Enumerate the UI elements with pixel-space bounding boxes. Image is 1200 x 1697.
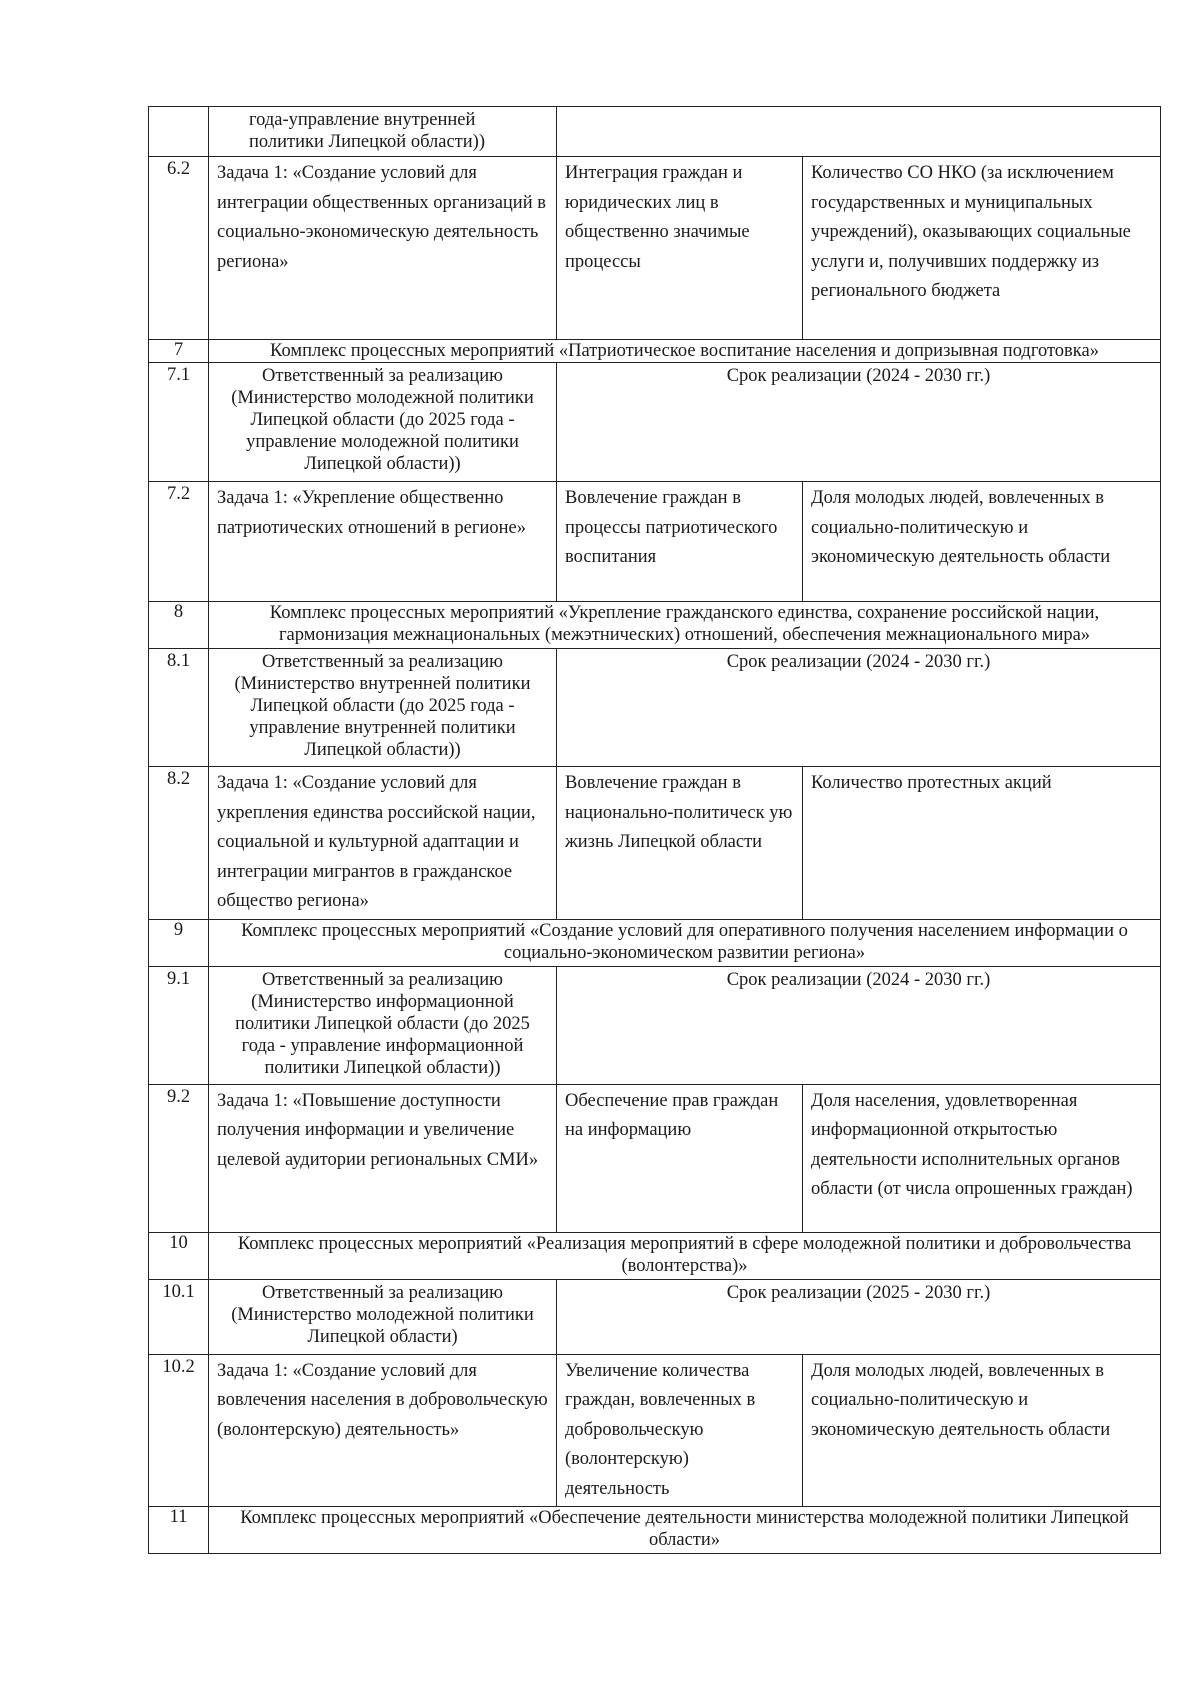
responsible-cell: Ответственный за реализацию (Министерство молодежной политики Липецкой области (до 2025 года - управление молодежной политики Липецкой области)) <box>209 363 557 482</box>
row-number: 6.2 <box>149 157 209 340</box>
term-cell: Срок реализации (2024 - 2030 гг.) <box>557 649 1161 767</box>
responsible-cell: Ответственный за реализацию (Министерство внутренней политики Липецкой области (до 2025 года - управление внутренней политики Липецкой области)) <box>209 649 557 767</box>
task-cell: Задача 1: «Создание условий для вовлечения населения в добровольческую (волонтерскую) деятельность» <box>209 1354 557 1507</box>
table-row <box>149 340 1161 363</box>
row-number: 7 <box>149 340 209 363</box>
row-number: 10.2 <box>149 1354 209 1507</box>
table-row <box>149 1507 1161 1554</box>
task-cell: Задача 1: «Повышение доступности получения информации и увеличение целевой аудитории региональных СМИ» <box>209 1084 557 1232</box>
task-cell: Задача 1: «Укрепление общественно патриотических отношений в регионе» <box>209 482 557 602</box>
table-row <box>149 107 1161 157</box>
complex-title: Комплекс процессных мероприятий «Обеспечение деятельности министерства молодежной политики Липецкой области» <box>209 1507 1161 1554</box>
row-number: 9.1 <box>149 966 209 1084</box>
row-number: 9.2 <box>149 1084 209 1232</box>
term-cell: Срок реализации (2024 - 2030 гг.) <box>557 966 1161 1084</box>
complex-title: Комплекс процессных мероприятий «Реализация мероприятий в сфере молодежной политики и добровольчества (волонтерства)» <box>209 1232 1161 1279</box>
result-cell: Увеличение количества граждан, вовлеченных в добровольческую (волонтерскую) деятельность <box>557 1354 803 1507</box>
indicator-cell: Количество протестных акций <box>803 767 1161 920</box>
table-row <box>149 1279 1161 1354</box>
table-row <box>149 1084 1161 1232</box>
row-number: 10.1 <box>149 1279 209 1354</box>
row-number: 9 <box>149 919 209 966</box>
term-cell: Срок реализации (2025 - 2030 гг.) <box>557 1279 1161 1354</box>
indicator-cell: Доля молодых людей, вовлеченных в социально-политическую и экономическую деятельность области <box>803 1354 1161 1507</box>
table-row <box>149 919 1161 966</box>
table-row <box>149 602 1161 649</box>
complex-title: Комплекс процессных мероприятий «Создание условий для оперативного получения населением информации о социально-экономическом развитии региона» <box>209 919 1161 966</box>
row-number: 7.2 <box>149 482 209 602</box>
table-row <box>149 482 1161 602</box>
result-cell: Обеспечение прав граждан на информацию <box>557 1084 803 1232</box>
result-cell: Интеграция граждан и юридических лиц в общественно значимые процессы <box>557 157 803 340</box>
row-number: 8.2 <box>149 767 209 920</box>
indicator-cell: Доля населения, удовлетворенная информационной открытостью деятельности исполнительных органов области (от числа опрошенных граждан) <box>803 1084 1161 1232</box>
row-number: 8 <box>149 602 209 649</box>
indicator-cell: Доля молодых людей, вовлеченных в социально-политическую и экономическую деятельность области <box>803 482 1161 602</box>
result-cell: Вовлечение граждан в национально-политическ ую жизнь Липецкой области <box>557 767 803 920</box>
responsible-cell: Ответственный за реализацию (Министерство молодежной политики Липецкой области) <box>209 1279 557 1354</box>
term-cell <box>557 107 1161 157</box>
table-row <box>149 966 1161 1084</box>
responsible-cell-continued: года-управление внутренней политики Липецкой области)) <box>209 107 557 157</box>
term-cell: Срок реализации (2024 - 2030 гг.) <box>557 363 1161 482</box>
table-row <box>149 363 1161 482</box>
row-number <box>149 107 209 157</box>
table-row <box>149 649 1161 767</box>
table-row <box>149 1232 1161 1279</box>
table-row <box>149 157 1161 340</box>
row-number: 11 <box>149 1507 209 1554</box>
program-table <box>148 106 1161 1554</box>
indicator-cell: Количество СО НКО (за исключением государственных и муниципальных учреждений), оказывающих социальные услуги и, получивших поддержку из регионального бюджета <box>803 157 1161 340</box>
task-cell: Задача 1: «Создание условий для интеграции общественных организаций в социально-экономическую деятельность региона» <box>209 157 557 340</box>
table-row <box>149 1354 1161 1507</box>
result-cell: Вовлечение граждан в процессы патриотического воспитания <box>557 482 803 602</box>
complex-title: Комплекс процессных мероприятий «Укрепление гражданского единства, сохранение российской нации, гармонизация межнациональных (межэтнических) отношений, обеспечения межнационального мира» <box>209 602 1161 649</box>
complex-title: Комплекс процессных мероприятий «Патриотическое воспитание населения и допризывная подготовка» <box>209 340 1161 363</box>
table-row <box>149 767 1161 920</box>
responsible-cell: Ответственный за реализацию (Министерство информационной политики Липецкой области (до 2025 года - управление информационной политики Липецкой области)) <box>209 966 557 1084</box>
task-cell: Задача 1: «Создание условий для укрепления единства российской нации, социальной и культурной адаптации и интеграции мигрантов в гражданское общество региона» <box>209 767 557 920</box>
row-number: 10 <box>149 1232 209 1279</box>
row-number: 7.1 <box>149 363 209 482</box>
row-number: 8.1 <box>149 649 209 767</box>
